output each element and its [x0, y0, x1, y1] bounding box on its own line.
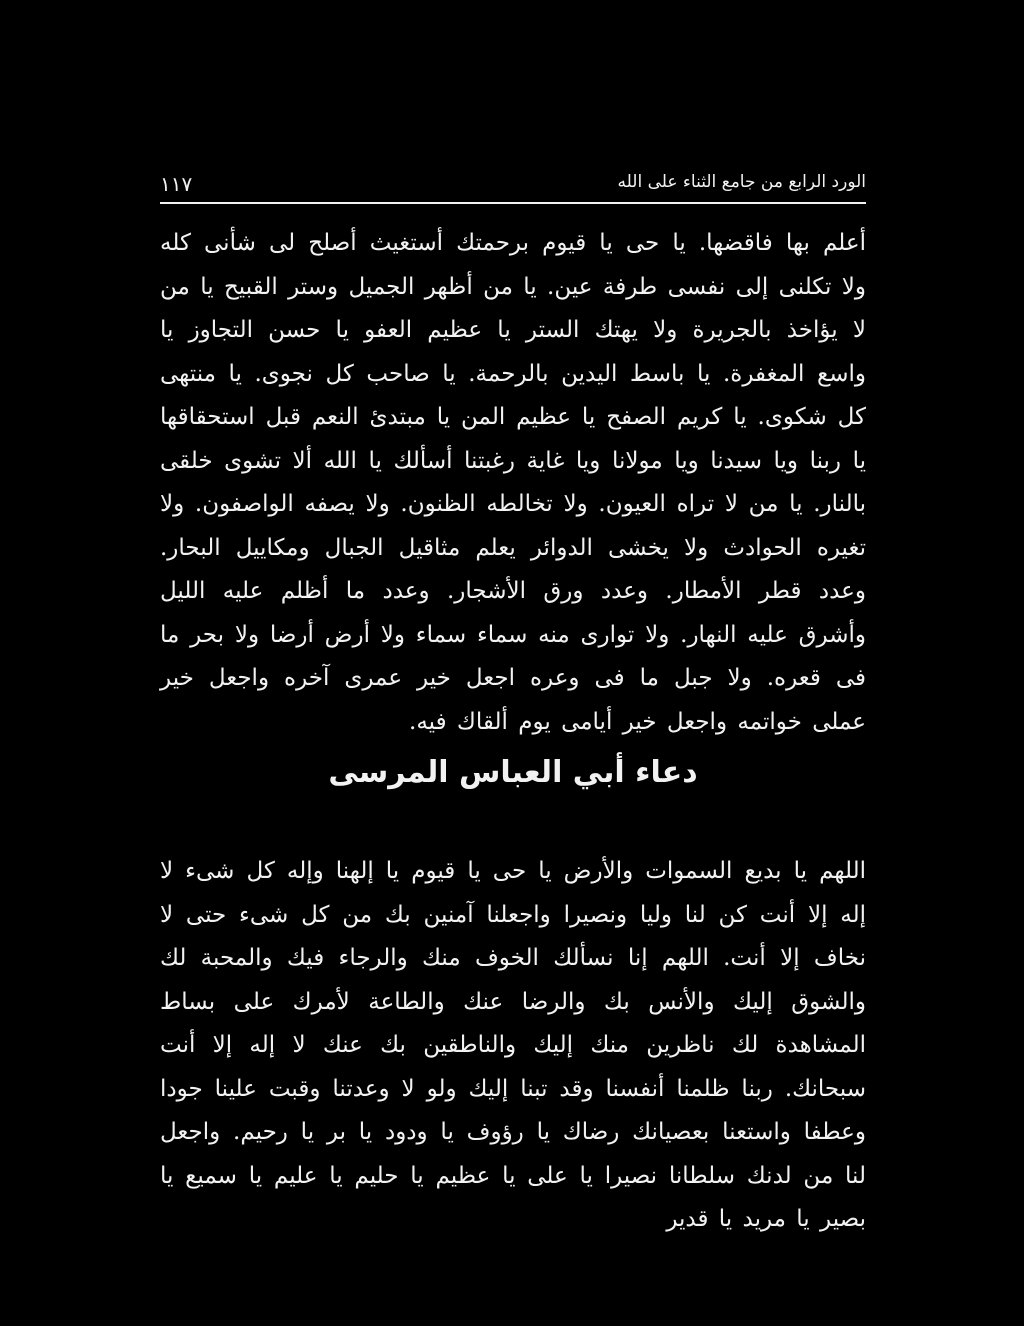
running-head	[160, 170, 866, 200]
prayer-text-block	[160, 850, 866, 1242]
prayer-paragraph: أعلم بها فاقضها. يا حى يا قيوم برحمتك أستغيث أصلح لى شأنى كله ولا تكلنى إلى نفسى طرفة عين. يا من أظهر الجميل وستر القبيح يا من لا يؤاخذ بالجريرة ولا يهتك الستر يا عظيم العفو يا حسن التجاوز يا واسع المغفرة. يا باسط اليدين بالرحمة. يا صاحب كل نجوى. يا منتهى كل شكوى. يا كريم الصفح يا عظيم المن يا مبتدئ النعم قبل استحقاقها يا ربنا ويا سيدنا ويا مولانا ويا غاية رغبتنا أسألك يا الله ألا تشوى خلقى بالنار. يا من لا تراه العيون. ولا تخالطه الظنون. ولا يصفه الواصفون. ولا تغيره الحوادث ولا يخشى الدوائر يعلم مثاقيل الجبال ومكاييل البحار. وعدد قطر الأمطار. وعدد ورق الأشجار. وعدد ما أظلم عليه الليل وأشرق عليه النهار. ولا توارى منه سماء سماء ولا أرض أرضا ولا بحر ما فى قعره. ولا جبل ما فى وعره اجعل خير عمرى آخره واجعل خير عملى خواتمه واجعل خير أيامى يوم ألقاك فيه.	[160, 230, 866, 735]
section-heading: دعاء أبي العباس المرسى	[328, 755, 698, 790]
book-page	[160, 170, 866, 1300]
header-rule	[160, 202, 866, 204]
running-title: الورد الرابع من جامع الثناء على الله	[617, 172, 866, 192]
prayer-text-block	[160, 222, 866, 744]
prayer-paragraph: اللهم يا بديع السموات والأرض يا حى يا قيوم يا إلهنا وإله كل شىء لا إله إلا أنت كن لنا وليا ونصيرا واجعلنا آمنين بك من كل شىء حتى لا نخاف إلا أنت. اللهم إنا نسألك الخوف منك والرجاء فيك والمحبة لك والشوق إليك والأنس بك والرضا عنك والطاعة لأمرك على بساط المشاهدة لك ناظرين منك إليك والناطقين بك عنك لا إله إلا أنت سبحانك. ربنا ظلمنا أنفسنا وقد تبنا إليك ولو لا وعدتنا وقبت علينا جودا وعطفا واستعنا بعصيانك رضاك يا رؤوف يا ودود يا بر يا رحيم. واجعل لنا من لدنك سلطانا نصيرا يا على يا عظيم يا حليم يا عليم يا سميع يا بصير يا مريد يا قدير	[160, 858, 866, 1232]
page-number: ١١٧	[160, 172, 193, 196]
